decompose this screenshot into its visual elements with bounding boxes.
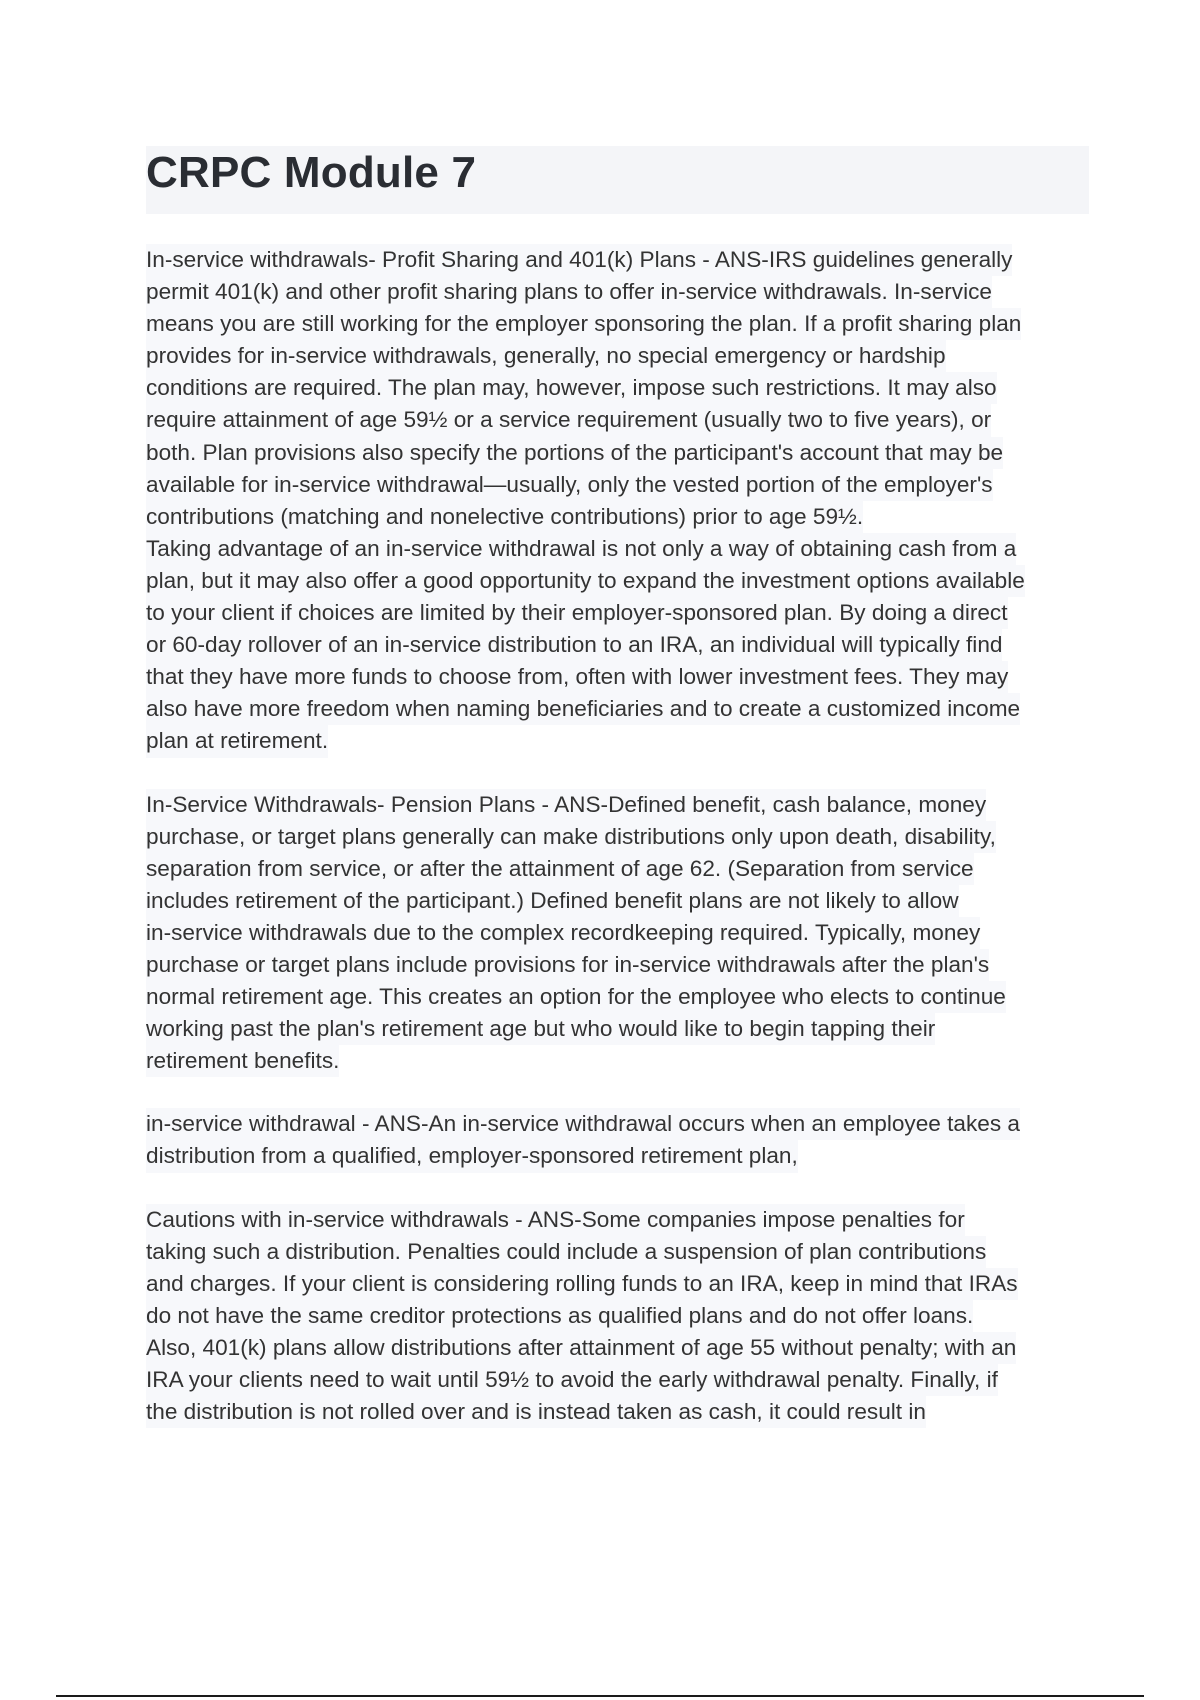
text-line: retirement benefits.: [146, 1045, 339, 1077]
text-line: contributions (matching and nonelective contributions) prior to age 59½.: [146, 501, 863, 533]
text-line: also have more freedom when naming beneficiaries and to create a customized income: [146, 693, 1020, 725]
text-line: both. Plan provisions also specify the portions of the participant's account that may be: [146, 437, 1003, 469]
text-line: plan at retirement.: [146, 725, 328, 757]
flashcard-entry: [146, 244, 1096, 758]
text-line: means you are still working for the employer sponsoring the plan. If a profit sharing plan: [146, 308, 1021, 340]
text-line: or 60-day rollover of an in-service distribution to an IRA, an individual will typically find: [146, 629, 1002, 661]
text-line: taking such a distribution. Penalties could include a suspension of plan contributions: [146, 1236, 986, 1268]
text-line: purchase, or target plans generally can make distributions only upon death, disability,: [146, 821, 996, 853]
text-line: provides for in-service withdrawals, generally, no special emergency or hardship: [146, 340, 946, 372]
text-line: in-service withdrawal - ANS-An in-service withdrawal occurs when an employee takes a: [146, 1108, 1020, 1140]
text-line: Cautions with in-service withdrawals - ANS-Some companies impose penalties for: [146, 1204, 965, 1236]
footer-divider: [56, 1695, 1144, 1697]
text-line: require attainment of age 59½ or a service requirement (usually two to five years), or: [146, 404, 991, 436]
text-line: working past the plan's retirement age but who would like to begin tapping their: [146, 1013, 935, 1045]
flashcard-entry: [146, 1204, 1096, 1429]
text-line: In-Service Withdrawals- Pension Plans - ANS-Defined benefit, cash balance, money: [146, 789, 986, 821]
flashcard-entry: [146, 1108, 1096, 1172]
text-line: distribution from a qualified, employer-sponsored retirement plan,: [146, 1140, 798, 1172]
text-line: permit 401(k) and other profit sharing plans to offer in-service withdrawals. In-service: [146, 276, 992, 308]
text-line: plan, but it may also offer a good opportunity to expand the investment options available: [146, 565, 1025, 597]
text-line: and charges. If your client is considering rolling funds to an IRA, keep in mind that IRAs: [146, 1268, 1018, 1300]
text-line: purchase or target plans include provisions for in-service withdrawals after the plan's: [146, 949, 989, 981]
text-line: includes retirement of the participant.) Defined benefit plans are not likely to allow: [146, 885, 959, 917]
text-line: in-service withdrawals due to the complex recordkeeping required. Typically, money: [146, 917, 980, 949]
text-line: conditions are required. The plan may, however, impose such restrictions. It may also: [146, 372, 997, 404]
text-line: available for in-service withdrawal—usually, only the vested portion of the employer's: [146, 469, 993, 501]
text-line: to your client if choices are limited by their employer-sponsored plan. By doing a direct: [146, 597, 1008, 629]
text-line: In-service withdrawals- Profit Sharing and 401(k) Plans - ANS-IRS guidelines generally: [146, 244, 1012, 276]
text-line: the distribution is not rolled over and is instead taken as cash, it could result in: [146, 1396, 926, 1428]
text-line: Also, 401(k) plans allow distributions after attainment of age 55 without penalty; with an: [146, 1332, 1016, 1364]
text-line: separation from service, or after the attainment of age 62. (Separation from service: [146, 853, 974, 885]
flashcard-entry: [146, 789, 1096, 1078]
text-line: Taking advantage of an in-service withdrawal is not only a way of obtaining cash from a: [146, 533, 1016, 565]
page-title: CRPC Module 7: [146, 148, 477, 197]
text-line: IRA your clients need to wait until 59½ to avoid the early withdrawal penalty. Finally, if: [146, 1364, 998, 1396]
text-line: normal retirement age. This creates an option for the employee who elects to continue: [146, 981, 1006, 1013]
document-content: [146, 244, 1096, 1459]
text-line: do not have the same creditor protections as qualified plans and do not offer loans.: [146, 1300, 973, 1332]
text-line: that they have more funds to choose from, often with lower investment fees. They may: [146, 661, 1008, 693]
